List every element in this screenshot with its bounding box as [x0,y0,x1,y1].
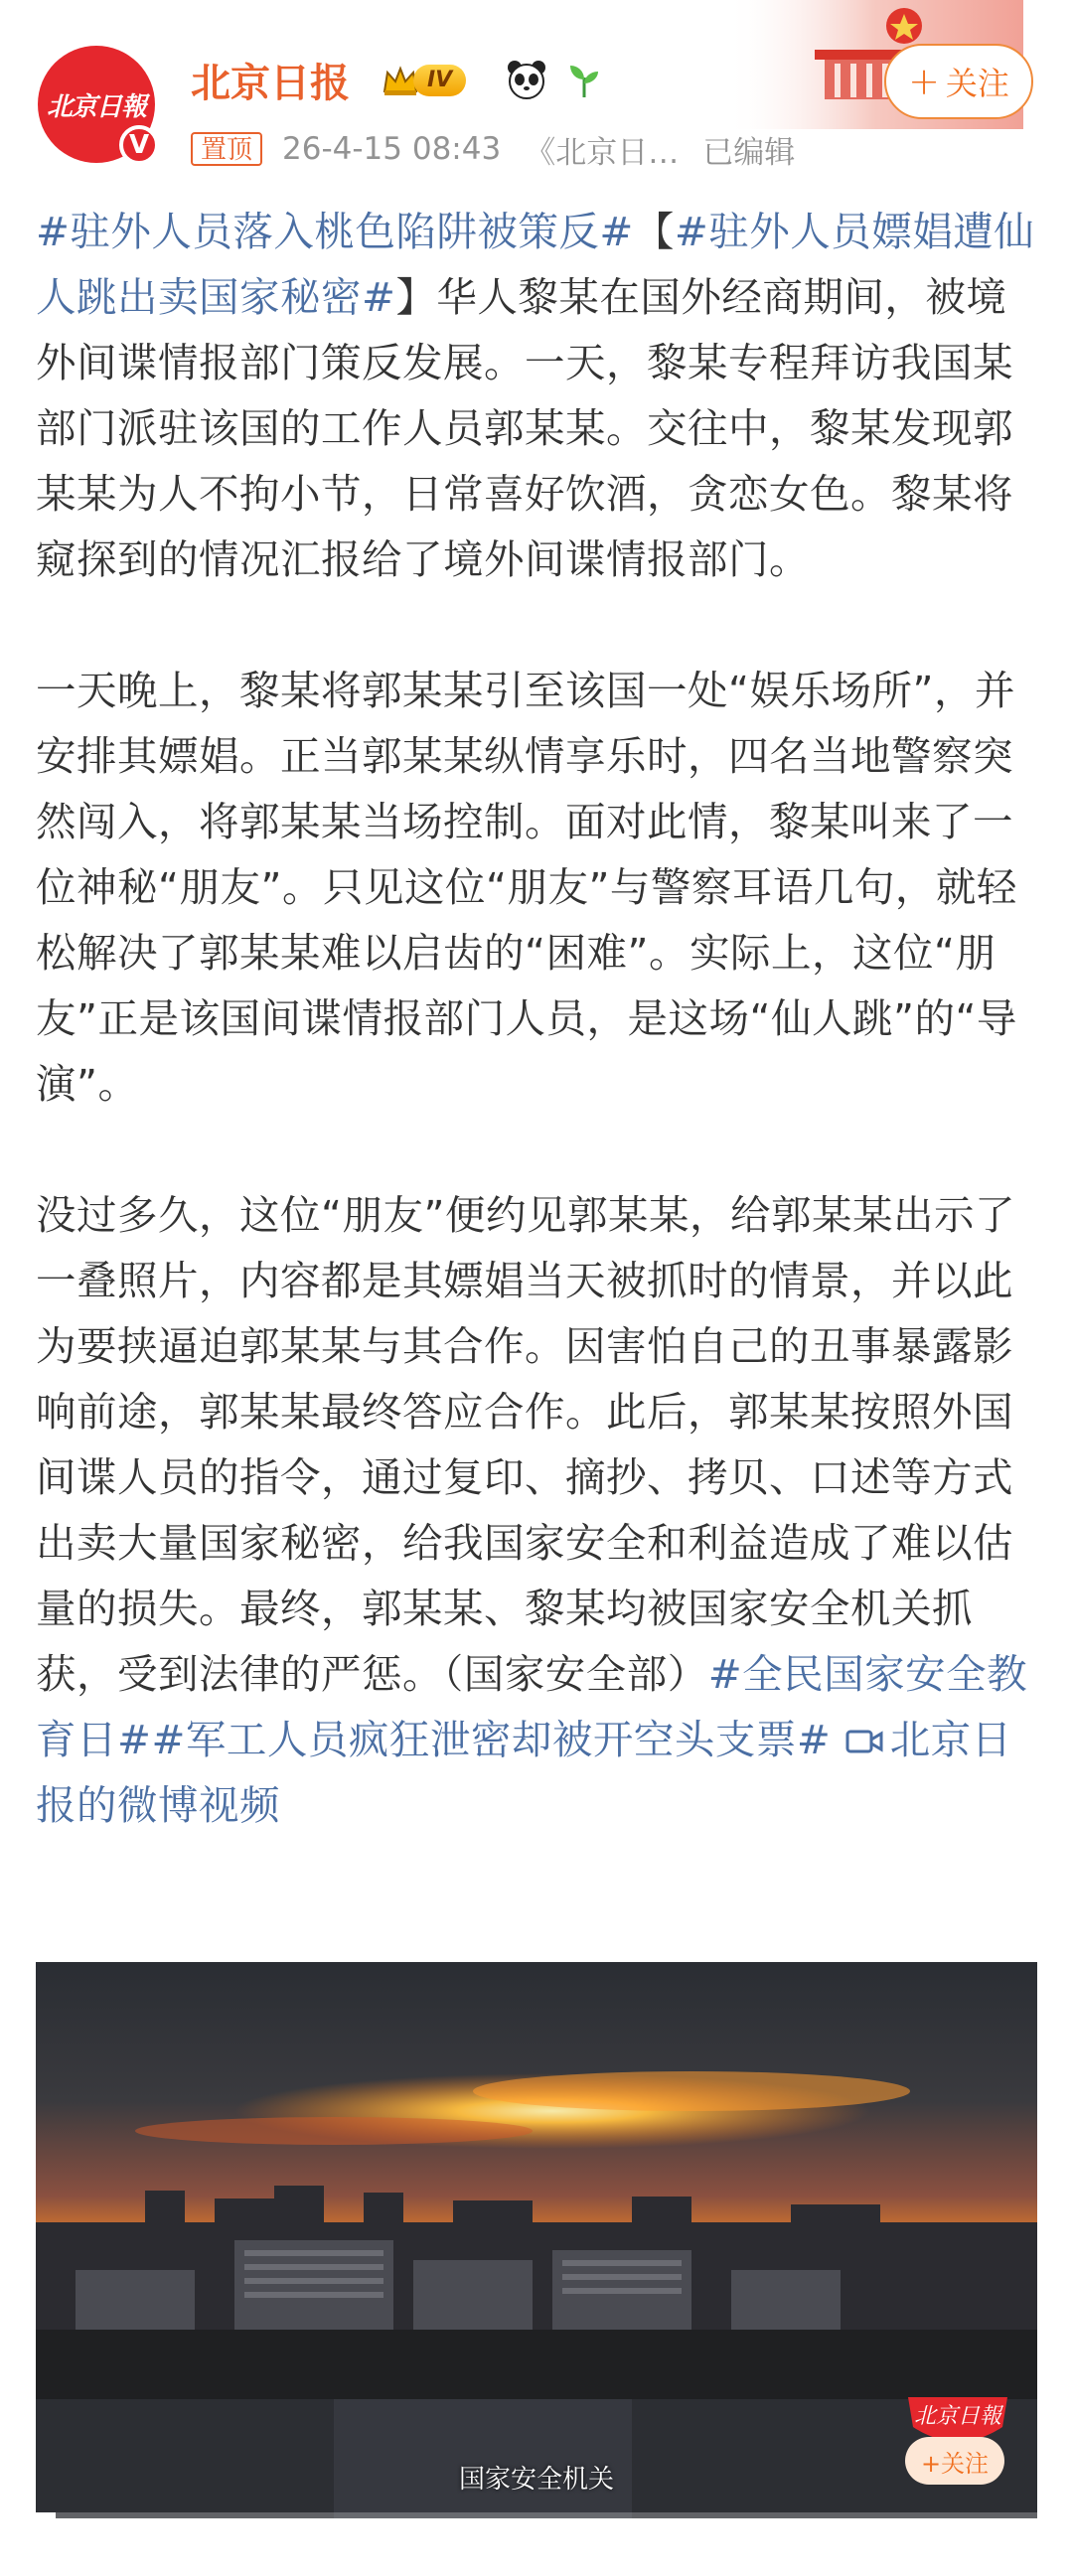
account-name[interactable]: 北京日报 [191,61,350,106]
paragraph-2: 一天晚上，黎某将郭某某引至该国一处“娱乐场所”，并安排其嫖娼。正当郭某某纵情享乐时，四名当地警察突然闯入，将郭某某当场控制。面对此情，黎某叫来了一位神秘“朋友”。只见这位“朋友”与警察耳语几句，就轻松解决了郭某某难以启齿的“困难”。实际上，这位“朋友”正是该国间谍情报部门人员，是这场“仙人跳”的“导演”。 [36,667,1017,1108]
paragraph-3-text: 没过多久，这位“朋友”便约见郭某某，给郭某某出示了一叠照片，内容都是其嫖娼当天被抓时的情景，并以此为要挟逼迫郭某某与其合作。因害怕自己的丑事暴露影响前途，郭某某最终答应合作。此后，郭某某按照外国间谍人员的指令，通过复印、摘抄、拷贝、口述等方式出卖大量国家秘密，给我国家安全和利益造成了难以估量的损失。最终，郭某某、黎某均被国家安全机关抓获，受到法律的严惩。（国家安全部） [36,1191,1015,1698]
follow-label: 关注 [945,65,1009,102]
video-frame [36,1962,1037,2518]
video-caption: 国家安全机关 [458,2465,614,2495]
vip-level: IV [413,65,466,96]
post-body [36,199,1039,1838]
verified-badge-icon: V [119,125,159,165]
plus-icon: + [908,60,940,103]
edited-label: 已编辑 [702,134,796,171]
video-link-label: 北京日报的微博视频 [36,1716,1012,1829]
video-follow-button[interactable]: +关注 [905,2437,1004,2485]
post-header [0,0,1073,189]
timestamp: 26-4-15 08:43 [282,131,502,167]
paragraph-3 [36,1182,1039,1838]
paragraph-1 [36,199,1039,592]
video-progress-bar[interactable] [36,2512,1037,2518]
post-meta [191,127,795,171]
topic-link[interactable]: #全民国家安全教育日# [36,1650,1028,1763]
avatar-logo-text: 北京日報 [46,91,146,122]
vip-badge[interactable] [382,62,466,99]
topic-link[interactable]: #军工人员疯狂泄密却被开空头支票# [151,1716,832,1763]
topic-link[interactable]: #驻外人员落入桃色陷阱被策反# [36,208,634,255]
svg-text:北京日報: 北京日報 [913,2404,1002,2429]
video-camera-icon [844,1726,884,1757]
paragraph-1-text: 】华人黎某在国外经商期间，被境外间谍情报部门策反发展。一天，黎某专程拜访我国某部门派驻该国的工作人员郭某某。交往中，黎某发现郭某某为人不拘小节，日常喜好饮酒，贪恋女色。黎某将窥探到的情况汇报给了境外间谍情报部门。 [36,273,1013,583]
video-player[interactable] [36,1962,1037,2518]
panda-icon [505,58,548,101]
topic-link[interactable]: #驻外人员嫖娼遭仙人跳出卖国家秘密# [36,208,1035,321]
video-progress-fill [36,2512,56,2518]
sprout-icon [564,60,604,99]
pinned-tag: 置顶 [191,132,262,166]
bracket-open: 【 [633,208,675,255]
follow-button[interactable] [884,44,1033,119]
post-source[interactable]: 《北京日… [525,134,680,171]
